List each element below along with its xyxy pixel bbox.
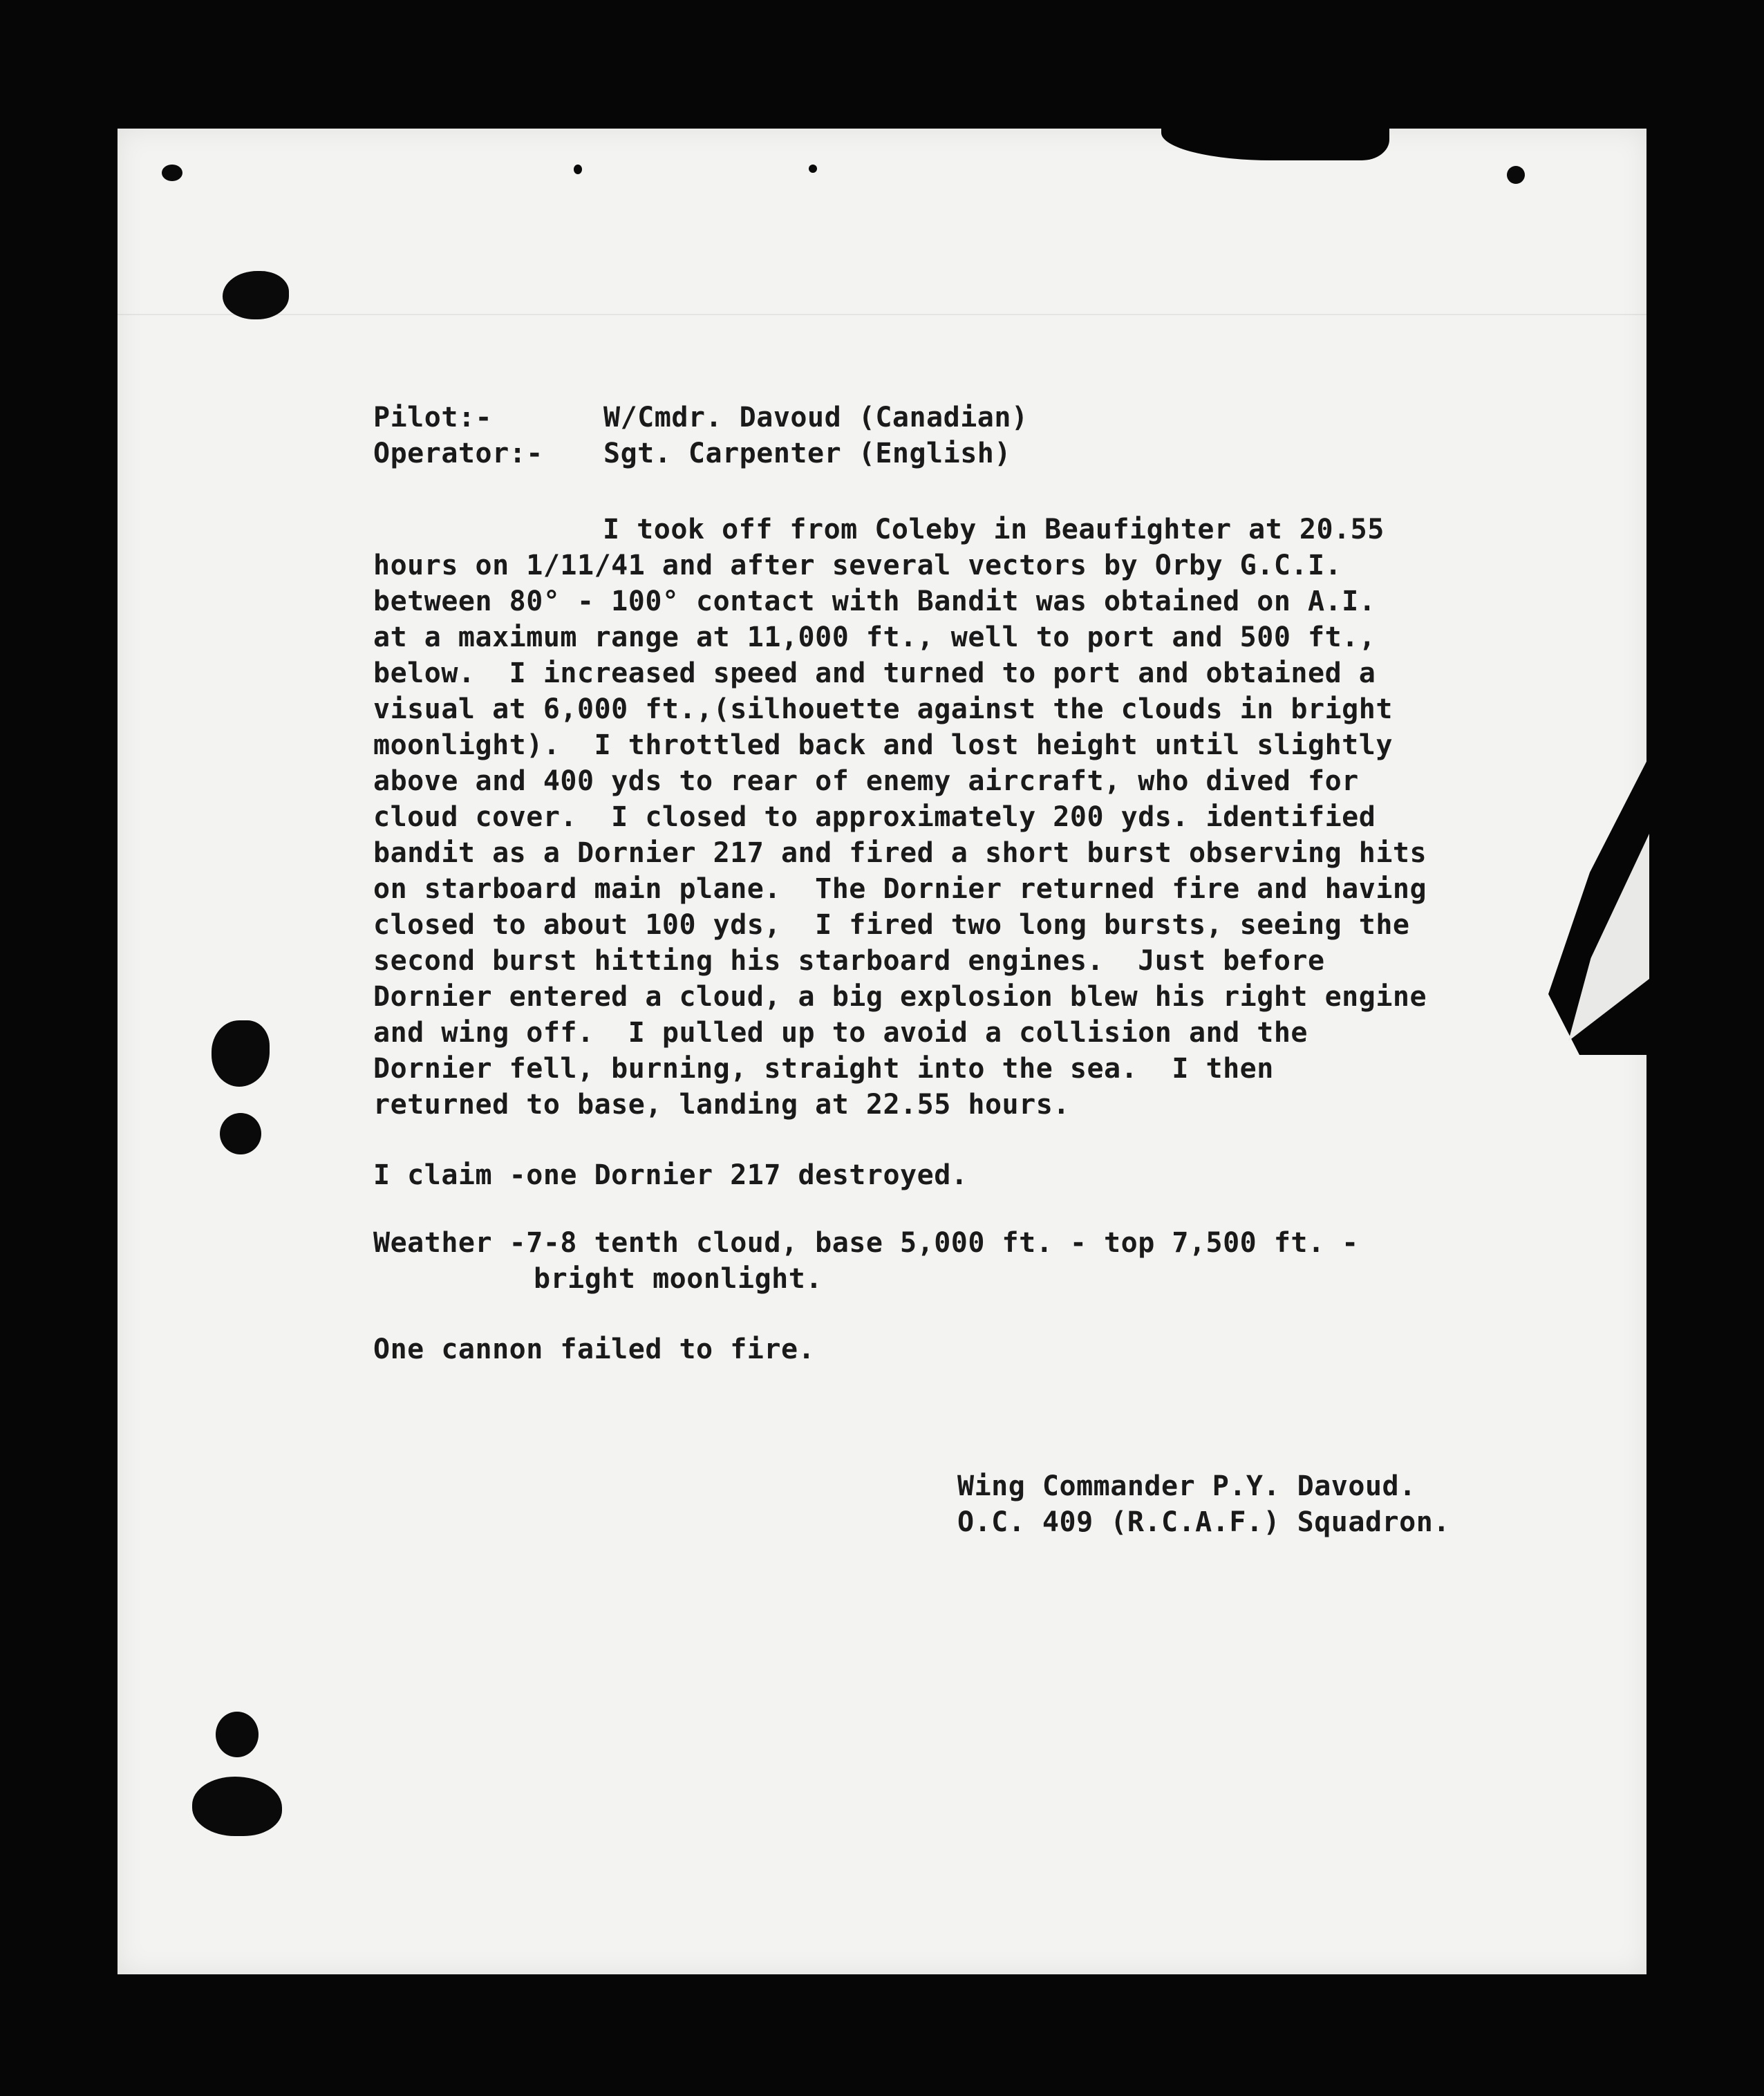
ink-dot xyxy=(162,165,182,181)
report-line: second burst hitting his starboard engines. Just before xyxy=(373,945,1325,977)
cannon-note: One cannon failed to fire. xyxy=(373,1334,816,1365)
pilot-row xyxy=(373,400,1562,436)
report-line: at a maximum range at 11,000 ft., well to port and 500 ft., xyxy=(373,621,1376,653)
ink-dot xyxy=(574,165,582,174)
report-line: moonlight). I throttled back and lost height until slightly xyxy=(373,729,1393,761)
report-line: closed to about 100 yds, I fired two long bursts, seeing the xyxy=(373,909,1410,941)
report-line: hours on 1/11/41 and after several vectors by Orby G.C.I. xyxy=(373,550,1342,581)
signature-unit: O.C. 409 (R.C.A.F.) Squadron. xyxy=(957,1506,1450,1538)
report-line: above and 400 yds to rear of enemy aircraft, who dived for xyxy=(373,765,1359,797)
combat-report xyxy=(373,400,1562,1367)
fold-line xyxy=(118,314,1646,315)
report-line: Dornier entered a cloud, a big explosion blew his right engine xyxy=(373,981,1427,1013)
operator-row xyxy=(373,436,1562,471)
report-line: on starboard main plane. The Dornier returned fire and having xyxy=(373,873,1427,905)
report-line: I took off from Coleby in Beaufighter at 20.55 xyxy=(603,514,1385,545)
signature-block xyxy=(957,1468,1450,1540)
weather-line: bright moonlight. xyxy=(534,1263,823,1295)
report-line: visual at 6,000 ft.,(silhouette against the clouds in bright xyxy=(373,693,1393,725)
report-line: between 80° - 100° contact with Bandit was obtained on A.I. xyxy=(373,586,1376,617)
ink-blot xyxy=(192,1777,282,1836)
report-body xyxy=(373,512,1562,1123)
report-line: cloud cover. I closed to approximately 200 yds. identified xyxy=(373,801,1376,833)
pilot-value: W/Cmdr. Davoud (Canadian) xyxy=(603,402,1029,433)
claim-statement: I claim -one Dornier 217 destroyed. xyxy=(373,1159,968,1191)
pilot-label: Pilot:- xyxy=(373,402,493,433)
report-line: below. I increased speed and turned to port and obtained a xyxy=(373,657,1376,689)
report-line: and wing off. I pulled up to avoid a collision and the xyxy=(373,1017,1308,1049)
ink-dot xyxy=(1507,166,1525,184)
ink-dot xyxy=(809,165,817,173)
ink-blot xyxy=(212,1020,270,1087)
ink-blot xyxy=(216,1712,259,1757)
operator-value: Sgt. Carpenter (English) xyxy=(603,438,1011,469)
signature-name: Wing Commander P.Y. Davoud. xyxy=(957,1470,1416,1502)
report-line: returned to base, landing at 22.55 hours. xyxy=(373,1089,1070,1121)
ink-blot xyxy=(220,1113,261,1154)
weather-line: Weather -7-8 tenth cloud, base 5,000 ft. - top 7,500 ft. - xyxy=(373,1227,1359,1259)
report-line: Dornier fell, burning, straight into the sea. I then xyxy=(373,1053,1274,1085)
torn-top-edge xyxy=(1161,126,1389,160)
report-line: bandit as a Dornier 217 and fired a short burst observing hits xyxy=(373,837,1427,869)
operator-label: Operator:- xyxy=(373,438,543,469)
weather-block xyxy=(373,1225,1562,1297)
ink-blot xyxy=(223,271,289,319)
